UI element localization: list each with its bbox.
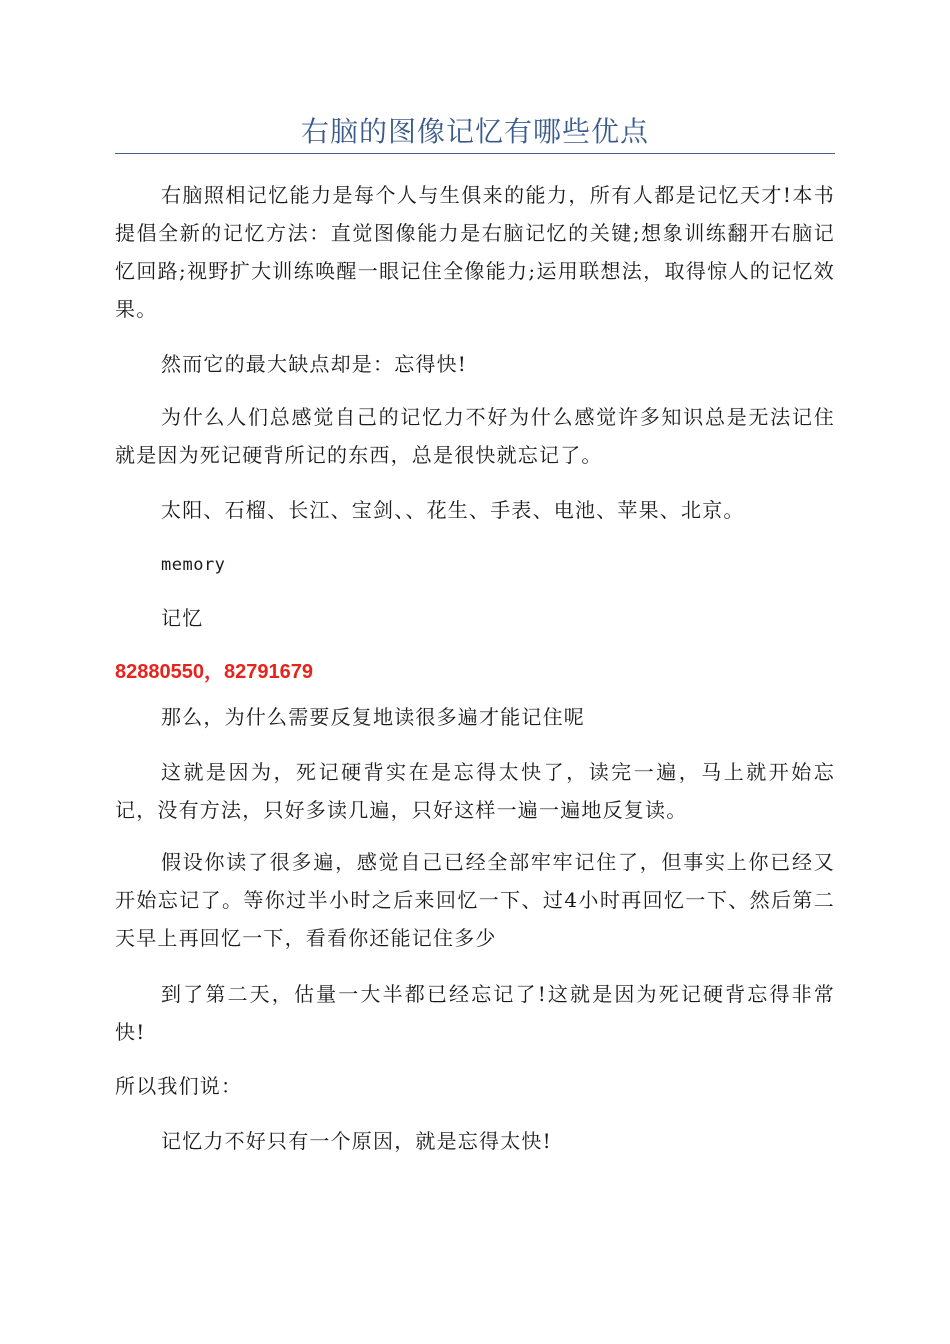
paragraph-7: 那么，为什么需要反复地读很多遍才能记住呢	[161, 705, 585, 729]
phone-numbers: 82880550，82791679	[115, 661, 313, 683]
paragraph-11: 所以我们说：	[115, 1074, 243, 1098]
title-underline	[115, 153, 835, 154]
paragraph-9: 假设你读了很多遍，感觉自己已经全部牢牢记住了，但事实上你已经又开始忘记了。等你过半小时之后来回忆一下、过4小时再回忆一下、然后第二天早上再回忆一下，看看你还能记住多少	[115, 850, 835, 950]
paragraph-12: 记忆力不好只有一个原因，就是忘得太快!	[161, 1129, 552, 1153]
paragraph-4: 太阳、石榴、长江、宝剑、、花生、手表、电池、苹果、北京。	[161, 498, 745, 522]
paragraph-5: memory	[161, 555, 226, 575]
paragraph-3: 为什么人们总感觉自己的记忆力不好为什么感觉许多知识总是无法记住就是因为死记硬背所记的东西，总是很快就忘记了。	[115, 405, 835, 467]
paragraph-10: 到了第二天，估量一大半都已经忘记了!这就是因为死记硬背忘得非常快!	[115, 982, 835, 1044]
paragraph-1: 右脑照相记忆能力是每个人与生俱来的能力，所有人都是记忆天才!本书提倡全新的记忆方法：直觉图像能力是右脑记忆的关键;想象训练翻开右脑记忆回路;视野扩大训练唤醒一眼记住全像能力;运用联想法，取得惊人的记忆效果。	[115, 183, 835, 321]
paragraph-2: 然而它的最大缺点却是：忘得快!	[161, 352, 468, 376]
paragraph-6: 记忆	[161, 606, 204, 630]
paragraph-8: 这就是因为，死记硬背实在是忘得太快了，读完一遍，马上就开始忘记，没有方法，只好多读几遍，只好这样一遍一遍地反复读。	[115, 760, 835, 822]
page-title: 右脑的图像记忆有哪些优点	[300, 115, 649, 148]
